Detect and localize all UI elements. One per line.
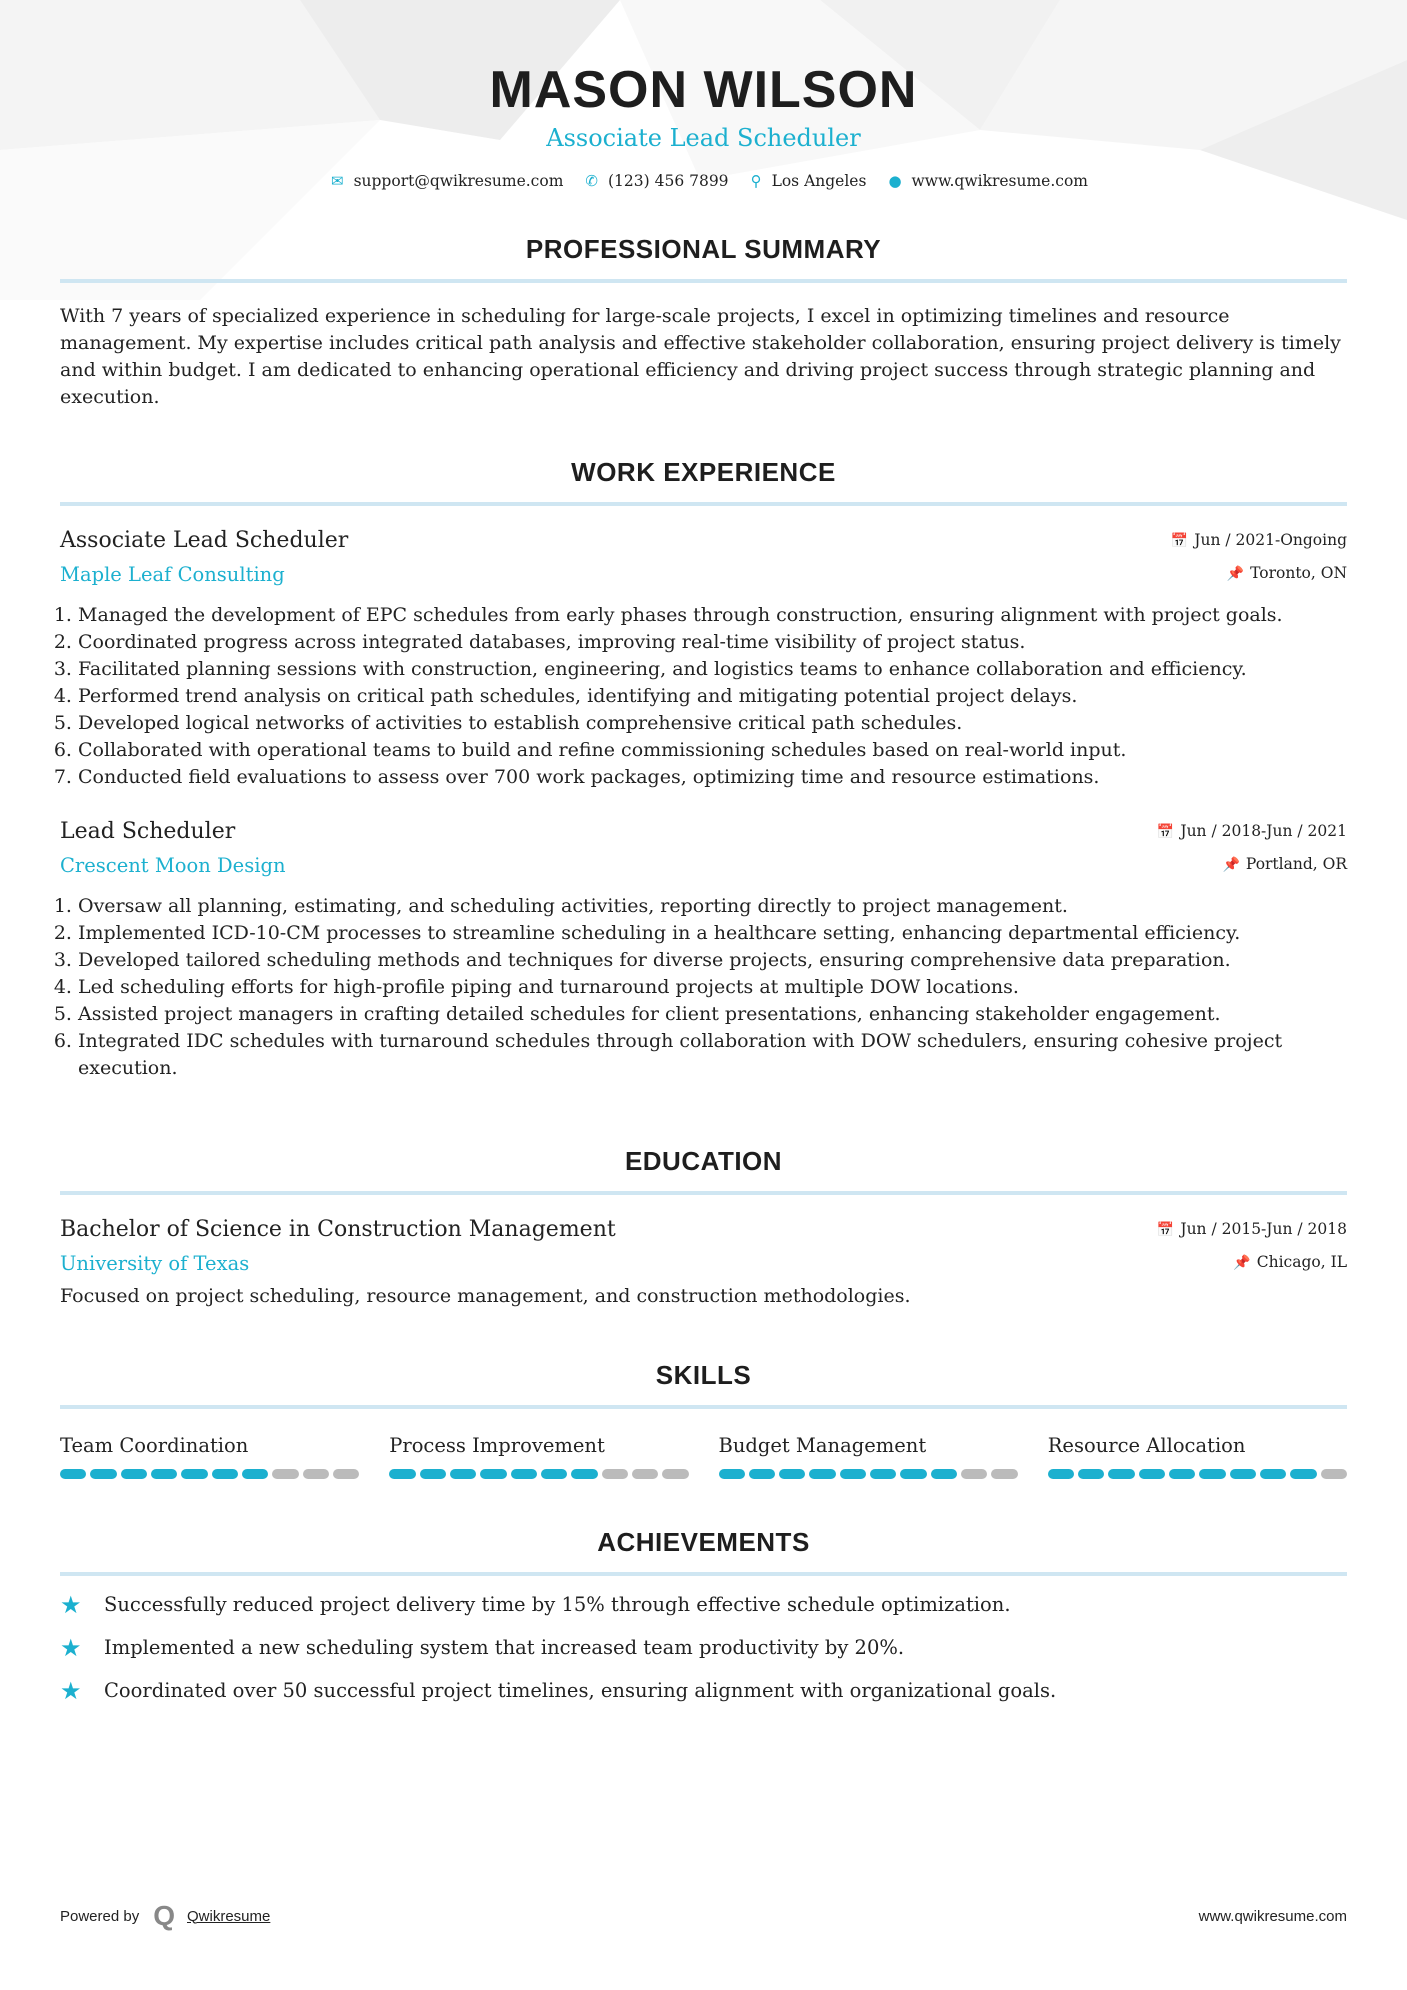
job-location: Portland, OR	[1245, 855, 1347, 873]
skill-dot-filled	[1048, 1469, 1074, 1479]
skill-dot-filled	[719, 1469, 745, 1479]
calendar-icon: 📅	[1170, 533, 1189, 549]
list-item: 4. Performed trend analysis on critical path schedules, identifying and mitigating potential project delays.	[78, 683, 1347, 710]
skill-dot-filled	[779, 1469, 805, 1479]
star-icon: ★	[60, 1677, 82, 1705]
skill-dot-filled	[900, 1469, 926, 1479]
job-entry	[60, 526, 1347, 791]
list-item: 5. Developed logical networks of activities to establish comprehensive critical path schedules.	[78, 710, 1347, 737]
achievement-item	[60, 1591, 1347, 1619]
list-item: 6. Integrated IDC schedules with turnaround schedules through collaboration with DOW schedulers, ensuring cohesive project execution.	[78, 1028, 1347, 1082]
calendar-icon: 📅	[1156, 824, 1175, 840]
skill-dot-filled	[1108, 1469, 1134, 1479]
list-item: 3. Developed tailored scheduling methods and techniques for diverse projects, ensuring comprehensive data preparation.	[78, 947, 1347, 974]
skill-dot-filled	[840, 1469, 866, 1479]
skill-dot-filled	[212, 1469, 238, 1479]
skill-dot-filled	[480, 1469, 506, 1479]
job-position: Lead Scheduler	[60, 819, 236, 844]
footer	[60, 1900, 1347, 1932]
skill-item	[60, 1433, 359, 1479]
qwikresume-link[interactable]: Qwikresume	[187, 1907, 271, 1925]
skill-dot-filled	[870, 1469, 896, 1479]
skill-dot-filled	[1139, 1469, 1165, 1479]
skill-item	[719, 1433, 1018, 1479]
achievement-text: Coordinated over 50 successful project timelines, ensuring alignment with organizational goals.	[104, 1679, 1057, 1702]
skill-name: Resource Allocation	[1047, 1434, 1246, 1457]
education-description: Focused on project scheduling, resource management, and construction methodologies.	[60, 1285, 911, 1307]
school-name: University of Texas	[60, 1252, 250, 1275]
skill-dot-filled	[1199, 1469, 1225, 1479]
list-item: 6. Collaborated with operational teams to build and refine commissioning schedules based on real-world input.	[78, 737, 1347, 764]
email[interactable]: support@qwikresume.com	[353, 172, 564, 190]
skill-level-bar	[719, 1469, 1018, 1479]
skill-dot-empty	[602, 1469, 628, 1479]
education-entry	[60, 1215, 1347, 1310]
skill-name: Budget Management	[718, 1434, 927, 1457]
degree: Bachelor of Science in Construction Management	[60, 1217, 616, 1242]
skills-list	[60, 1433, 1347, 1479]
company-name: Maple Leaf Consulting	[60, 563, 285, 586]
skill-dot-filled	[1230, 1469, 1256, 1479]
list-item: 2. Coordinated progress across integrated databases, improving real-time visibility of project status.	[78, 629, 1347, 656]
skill-level-bar	[1048, 1469, 1347, 1479]
list-item: 2. Implemented ICD-10-CM processes to streamline scheduling in a healthcare setting, enhancing departmental efficiency.	[78, 920, 1347, 947]
skill-item	[1048, 1433, 1347, 1479]
star-icon: ★	[60, 1634, 82, 1662]
skill-dot-filled	[151, 1469, 177, 1479]
skill-dot-empty	[272, 1469, 298, 1479]
skill-dot-filled	[1169, 1469, 1195, 1479]
list-item: 3. Facilitated planning sessions with construction, engineering, and logistics teams to enhance collaboration and efficiency.	[78, 656, 1347, 683]
list-item: 5. Assisted project managers in crafting detailed schedules for client presentations, enhancing stakeholder engagement.	[78, 1001, 1347, 1028]
achievement-text: Implemented a new scheduling system that increased team productivity by 20%.	[104, 1636, 905, 1659]
skill-dot-empty	[333, 1469, 359, 1479]
star-icon: ★	[60, 1591, 82, 1619]
list-item: 1. Oversaw all planning, estimating, and scheduling activities, reporting directly to project management.	[78, 893, 1347, 920]
email-icon: ✉	[331, 172, 344, 190]
section-divider	[60, 502, 1347, 506]
candidate-name: MASON WILSON	[489, 61, 918, 119]
skill-dot-filled	[60, 1469, 86, 1479]
job-dates: Jun / 2018-Jun / 2021	[1180, 822, 1347, 840]
location: Los Angeles	[771, 172, 867, 190]
skill-level-bar	[60, 1469, 359, 1479]
website[interactable]: www.qwikresume.com	[911, 172, 1088, 190]
section-heading-experience: WORK EXPERIENCE	[571, 457, 836, 487]
location-pin-icon: ⚲	[750, 172, 762, 190]
skill-level-bar	[389, 1469, 688, 1479]
skill-dot-filled	[1260, 1469, 1286, 1479]
skill-dot-filled	[181, 1469, 207, 1479]
achievement-text: Successfully reduced project delivery time by 15% through effective schedule optimization.	[104, 1593, 1011, 1616]
skill-dot-empty	[632, 1469, 658, 1479]
job-location: Toronto, ON	[1250, 564, 1347, 582]
pushpin-icon: 📌	[1233, 1255, 1251, 1271]
calendar-icon: 📅	[1156, 1222, 1175, 1238]
skill-dot-empty	[961, 1469, 987, 1479]
qwikresume-logo-icon: Q	[153, 1900, 175, 1931]
skill-dot-filled	[541, 1469, 567, 1479]
skill-dot-filled	[809, 1469, 835, 1479]
skill-dot-empty	[991, 1469, 1017, 1479]
skill-dot-filled	[931, 1469, 957, 1479]
section-heading-summary: PROFESSIONAL SUMMARY	[525, 234, 882, 264]
skill-dot-empty	[1321, 1469, 1347, 1479]
skill-dot-filled	[450, 1469, 476, 1479]
job-entry	[60, 817, 1347, 1082]
list-item: 7. Conducted field evaluations to assess over 700 work packages, optimizing time and resource estimations.	[78, 764, 1347, 791]
skill-name: Process Improvement	[389, 1434, 605, 1457]
achievement-item	[60, 1634, 1347, 1662]
skill-dot-filled	[749, 1469, 775, 1479]
job-dates: Jun / 2021-Ongoing	[1194, 531, 1347, 549]
job-position: Associate Lead Scheduler	[60, 528, 349, 553]
skill-name: Team Coordination	[60, 1434, 249, 1457]
job-bullets	[60, 602, 1347, 791]
section-divider	[60, 1572, 1347, 1576]
job-bullets	[60, 893, 1347, 1082]
skill-dot-filled	[1078, 1469, 1104, 1479]
list-item: 4. Led scheduling efforts for high-profile piping and turnaround projects at multiple DOW locations.	[78, 974, 1347, 1001]
skill-dot-empty	[303, 1469, 329, 1479]
pushpin-icon: 📌	[1226, 566, 1245, 582]
skill-item	[389, 1433, 688, 1479]
section-heading-achievements: ACHIEVEMENTS	[597, 1527, 810, 1557]
skill-dot-filled	[90, 1469, 116, 1479]
education-dates: Jun / 2015-Jun / 2018	[1180, 1220, 1347, 1238]
skill-dot-empty	[662, 1469, 688, 1479]
section-divider	[60, 279, 1347, 283]
achievements-list	[60, 1591, 1347, 1705]
skill-dot-filled	[389, 1469, 415, 1479]
phone: (123) 456 7899	[607, 172, 729, 190]
list-item: 1. Managed the development of EPC schedules from early phases through construction, ensuring alignment with project goals.	[78, 602, 1347, 629]
phone-icon: ✆	[585, 172, 598, 190]
company-name: Crescent Moon Design	[60, 854, 286, 877]
summary-text: With 7 years of specialized experience in scheduling for large-scale projects, I excel in optimizing timelines and resource management. My expertise includes critical path analysis and effective stakeholder collaboration, ensuring project delivery is timely and within budget. I am dedicated to enhancing operational efficiency and driving project success through strategic planning and execution.	[60, 305, 1341, 408]
achievement-item	[60, 1677, 1347, 1705]
globe-icon: ●	[888, 172, 902, 190]
skill-dot-filled	[571, 1469, 597, 1479]
section-heading-education: EDUCATION	[624, 1146, 783, 1176]
skill-dot-filled	[511, 1469, 537, 1479]
contact-bar	[60, 172, 1347, 190]
skill-dot-filled	[1290, 1469, 1316, 1479]
section-heading-skills: SKILLS	[655, 1360, 752, 1390]
section-divider	[60, 1191, 1347, 1195]
skill-dot-filled	[121, 1469, 147, 1479]
footer-website[interactable]: www.qwikresume.com	[1198, 1907, 1347, 1925]
section-divider	[60, 1405, 1347, 1409]
skill-dot-filled	[420, 1469, 446, 1479]
powered-by-label: Powered by	[60, 1907, 140, 1925]
skill-dot-filled	[242, 1469, 268, 1479]
pushpin-icon: 📌	[1222, 857, 1240, 873]
job-title: Associate Lead Scheduler	[546, 124, 861, 152]
education-location: Chicago, IL	[1256, 1253, 1347, 1271]
